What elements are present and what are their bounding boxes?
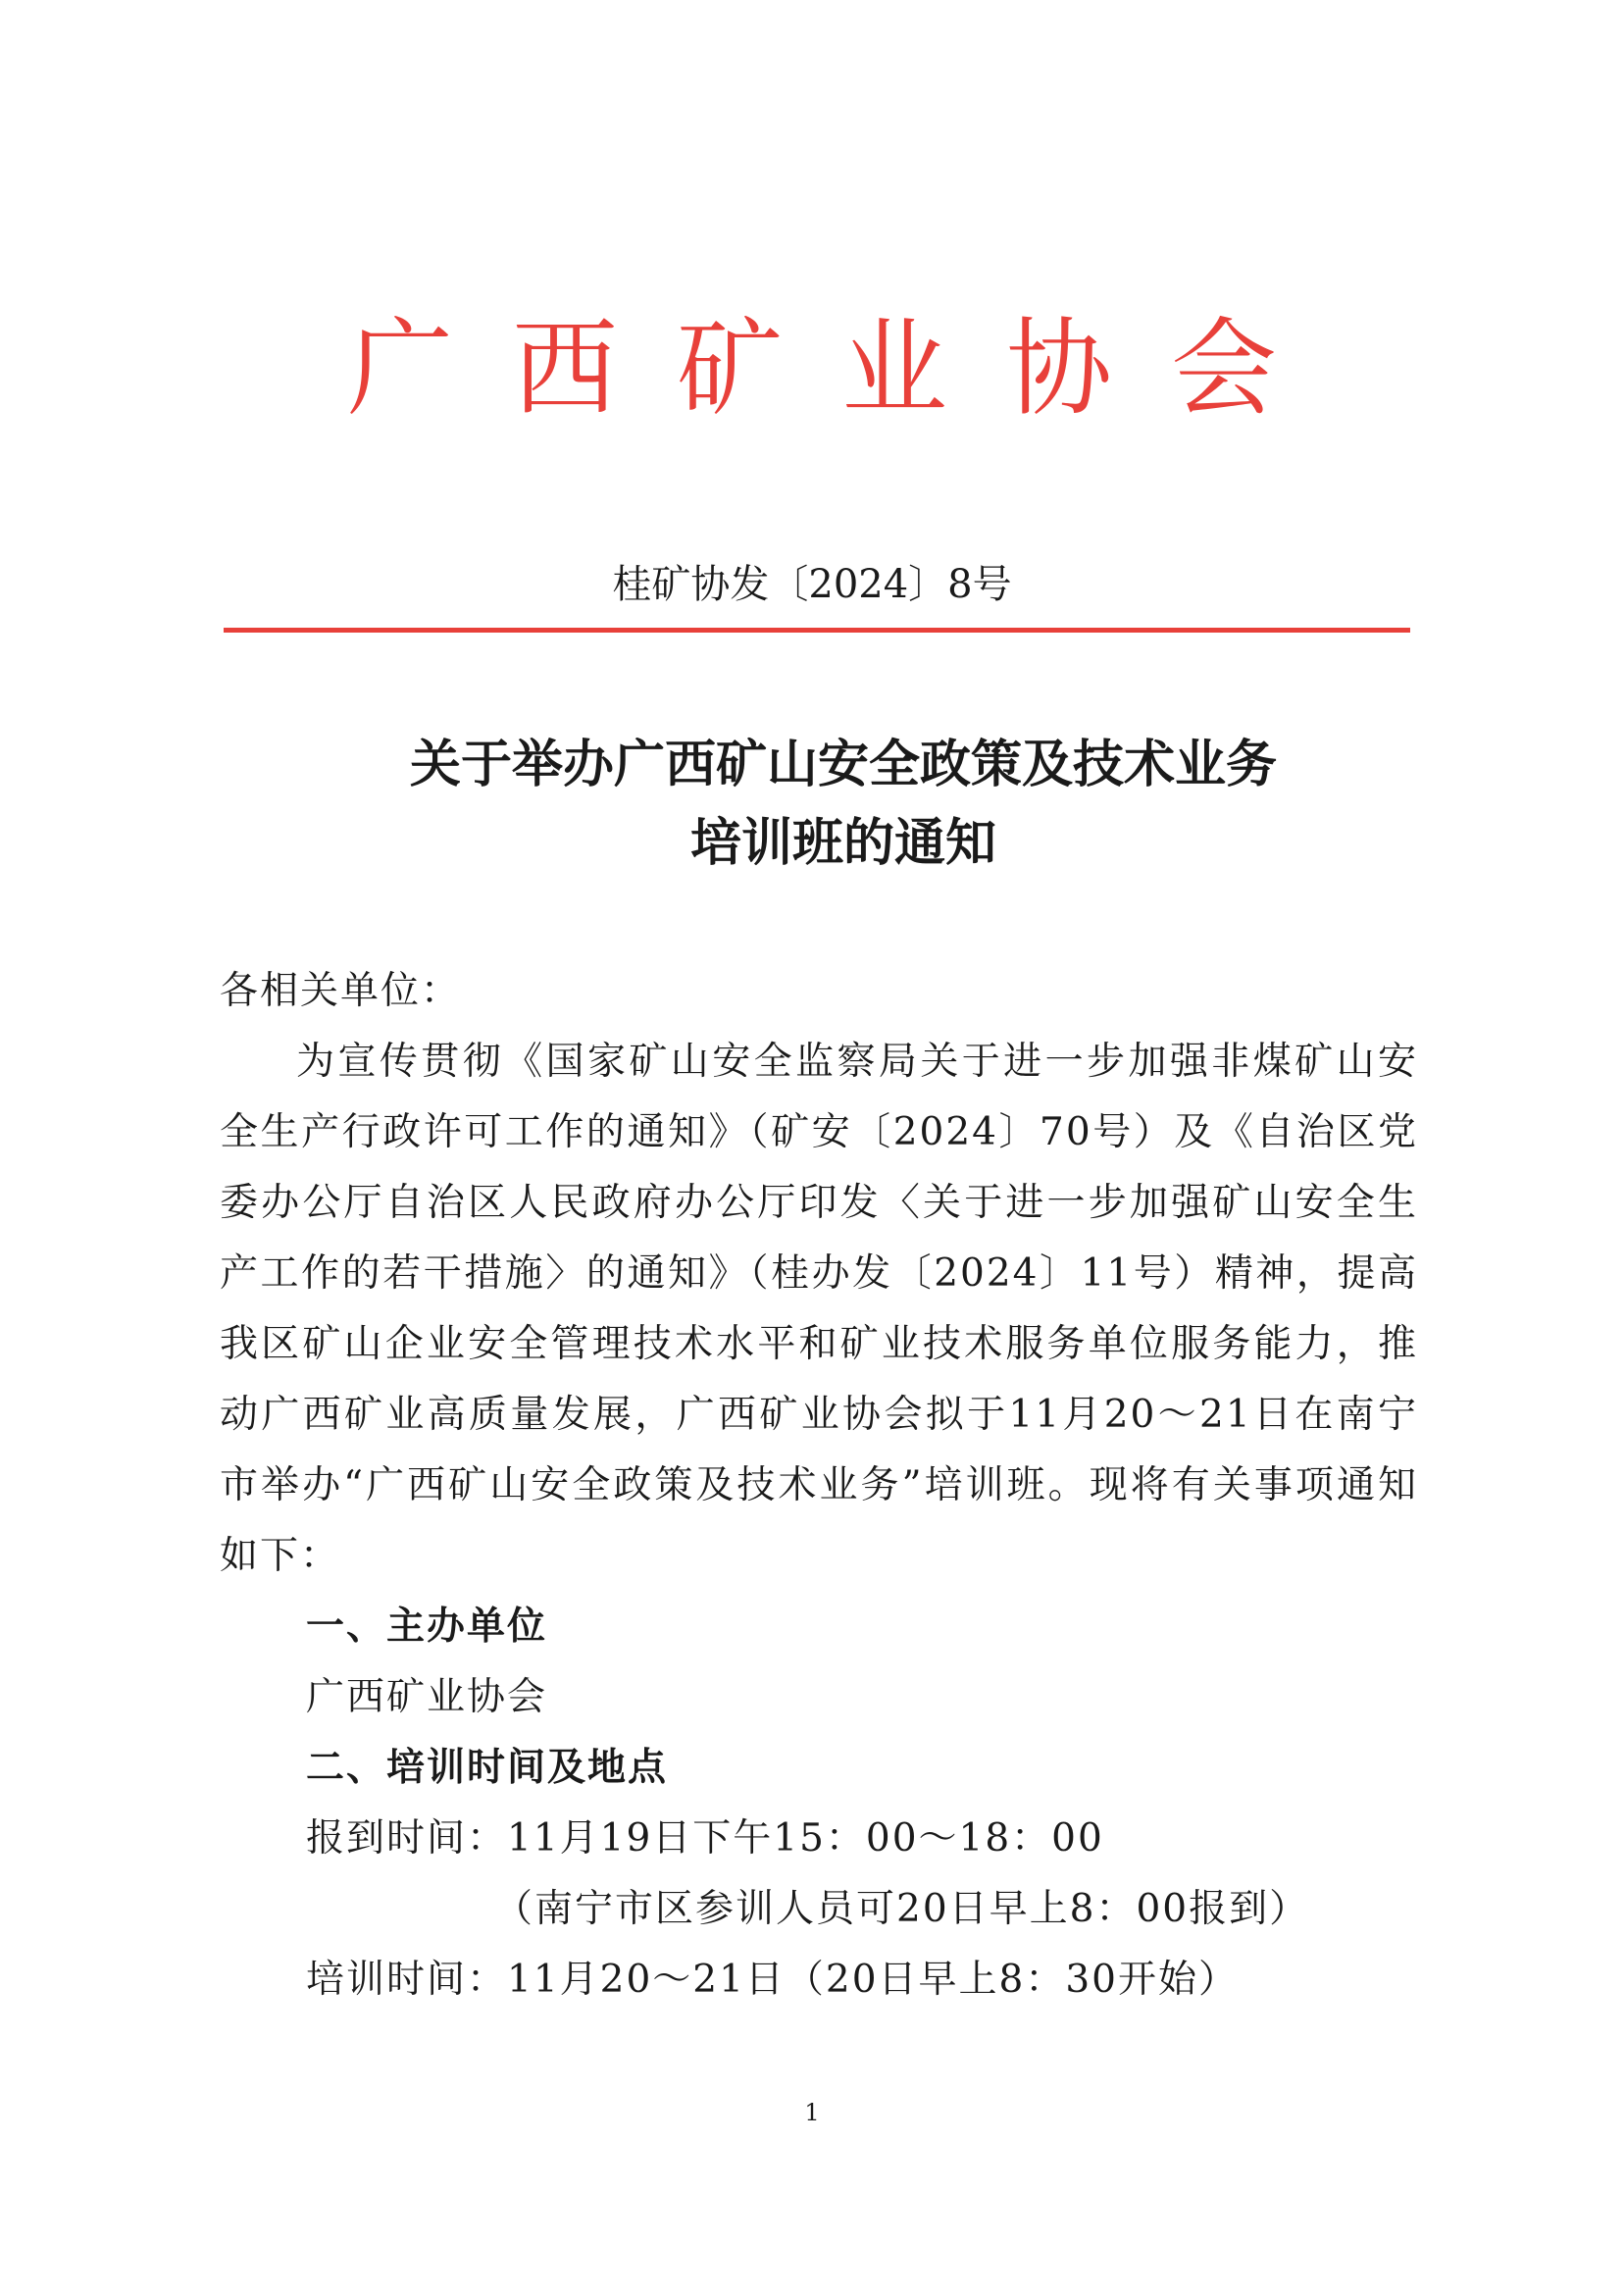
document-body: [220, 956, 1418, 2015]
document-number: 桂矿协发〔2024〕8号: [612, 562, 1012, 607]
section-heading-time-location: 二、培训时间及地点: [306, 1746, 669, 1790]
title-line-1: 关于举办广西矿山安全政策及技术业务: [409, 736, 1277, 794]
registration-note: （南宁市区参训人员可20日早上8：00报到）: [494, 1887, 1310, 1931]
intro-paragraph: 为宣传贯彻《国家矿山安全监察局关于进一步加强非煤矿山安全生产行政许可工作的通知》（矿安〔2024〕70号）及《自治区党委办公厅自治区人民政府办公厅印发〈关于进一步加强矿山安全生产工作的若干措施〉的通知》（桂办发〔2024〕11号）精神，提高我区矿山企业安全管理技术水平和矿业技术服务单位服务能力，推动广西矿业高质量发展，广西矿业协会拟于11月20～21日在南宁市举办“广西矿山安全政策及技术业务”培训班。现将有关事项通知如下：: [220, 1040, 1418, 1578]
registration-time: 报到时间：11月19日下午15：00～18：00: [306, 1816, 1104, 1861]
section-heading-organizer: 一、主办单位: [306, 1605, 548, 1649]
title-line-2: 培训班的通知: [689, 814, 996, 873]
organizer-name: 广西矿业协会: [306, 1675, 548, 1719]
organization-header: 广西矿业协会: [346, 308, 1336, 431]
page-number: 1: [804, 2099, 820, 2126]
document-title: [294, 726, 1393, 883]
salutation: 各相关单位：: [220, 969, 462, 1013]
training-time: 培训时间：11月20～21日（20日早上8：30开始）: [306, 1958, 1239, 2002]
red-divider-rule: [224, 628, 1410, 633]
